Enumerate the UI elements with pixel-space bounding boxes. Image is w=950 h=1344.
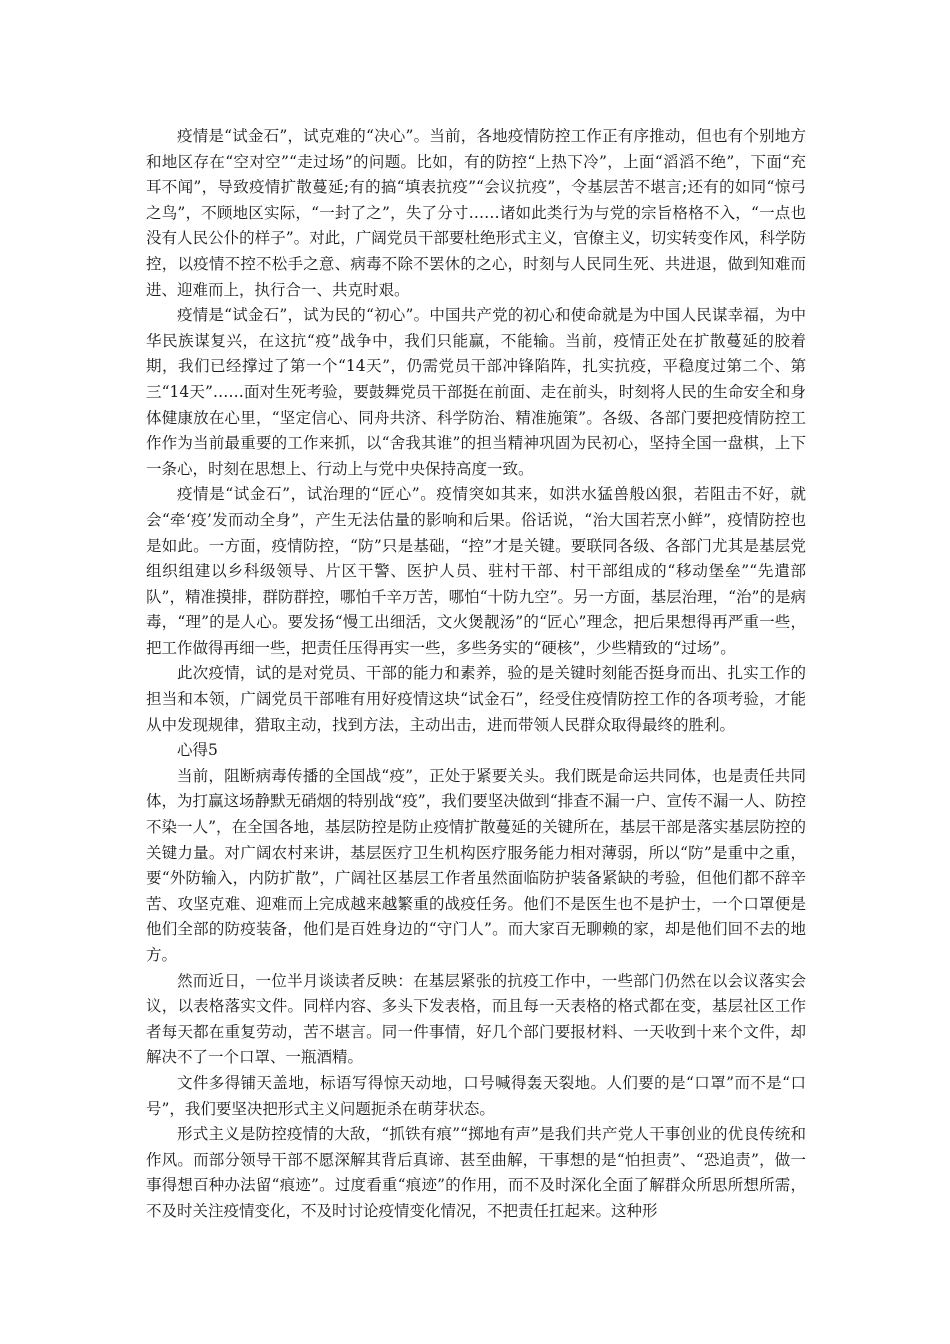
section-heading: 心得5: [177, 741, 218, 760]
paragraph-2: 疫情是“试金石”，试为民的“初心”。中国共产党的初心和使命就是为中国人民谋幸福，为中华民族谋复兴，在这抗“疫”战争中，我们只能赢，不能输。当前，疫情正处在扩散蔓延的胶着期，我们已经撑过了第一个“14天”，仍需党员干部冲锋陷阵，扎实抗疫，平稳度过第二个、第三“14天”……面对生死考验，要鼓舞党员干部挺在前面、走在前头，时刻将人民的生命安全和身体健康放在心里，“坚定信心、同舟共济、科学防治、精准施策”。各级、各部门要把疫情防控工作作为当前最重要的工作来抓，以“舍我其谁”的担当精神巩固为民初心，坚持全国一盘棋，上下一条心，时刻在思想上、行动上与党中央保持高度一致。: [146, 306, 806, 478]
document-page: [146, 124, 806, 1225]
paragraph-5: 当前，阻断病毒传播的全国战“疫”，正处于紧要关头。我们既是命运共同体，也是责任共同体，为打赢这场静默无硝烟的特别战“疫”，我们要坚决做到“排查不漏一户、宣传不漏一人、防控不染一人”，在全国各地，基层防控是防止疫情扩散蔓延的关键所在，基层干部是落实基层防控的关键力量。对广阔农村来讲，基层医疗卫生机构医疗服务能力相对薄弱，所以“防”是重中之重，要“外防输入，内防扩散”，广阔社区基层工作者虽然面临防护装备紧缺的考验，但他们都不辞辛苦、攻坚克难、迎难而上完成越来越繁重的战疫任务。他们不是医生也不是护士，一个口罩便是他们全部的防疫装备，他们是百姓身边的“守门人”。而大家百无聊赖的家，却是他们回不去的地方。: [146, 766, 806, 964]
paragraph-4: 此次疫情，试的是对党员、干部的能力和素养，验的是关键时刻能否挺身而出、扎实工作的担当和本领，广阔党员干部唯有用好疫情这块“试金石”，经受住疫情防控工作的各项考验，才能从中发现规律，猎取主动，找到方法，主动出击，进而带领人民群众取得最终的胜利。: [146, 664, 806, 734]
paragraph-1: 疫情是“试金石”，试克难的“决心”。当前，各地疫情防控工作正有序推动，但也有个别地方和地区存在“空对空”“走过场”的问题。比如，有的防控“上热下冷”，上面“滔滔不绝”，下面“充耳不闻”，导致疫情扩散蔓延;有的搞“填表抗疫”“会议抗疫”，令基层苦不堪言;还有的如同“惊弓之鸟”，不顾地区实际，“一封了之”，失了分寸……诸如此类行为与党的宗旨格格不入，“一点也没有人民公仆的样子”。对此，广阔党员干部要杜绝形式主义，官僚主义，切实转变作风，科学防控，以疫情不控不松手之意、病毒不除不罢休的之心，时刻与人民同生死、共进退，做到知难而进、迎难而上，执行合一、共克时艰。: [146, 127, 806, 299]
paragraph-3: 疫情是“试金石”，试治理的“匠心”。疫情突如其来，如洪水猛兽般凶狠，若阻击不好，就会“牵‘疫’发而动全身”，产生无法估量的影响和后果。俗话说，“治大国若烹小鲜”，疫情防控也是如此。一方面，疫情防控，“防”只是基础，“控”才是关键。要联同各级、各部门尤其是基层党组织组建以乡科级领导、片区干警、医护人员、驻村干部、村干部组成的“移动堡垒”“先遣部队”，精准摸排，群防群控，哪怕千辛万苦，哪怕“十防九空”。另一方面，基层治理，“治”的是病毒，“理”的是人心。要发扬“慢工出细活，文火煲靓汤”的“匠心”理念，把后果想得再严重一些，把工作做得再细一些，把责任压得再实一些，多些务实的“硬核”，少些精致的“过场”。: [146, 485, 806, 657]
paragraph-7: 文件多得铺天盖地，标语写得惊天动地，口号喊得轰天裂地。人们要的是“口罩”而不是“口号”，我们要坚决把形式主义问题扼杀在萌芽状态。: [146, 1073, 806, 1118]
paragraph-6: 然而近日，一位半月谈读者反映：在基层紧张的抗疫工作中，一些部门仍然在以会议落实会议，以表格落实文件。同样内容、多头下发表格，而且每一天表格的格式都在变，基层社区工作者每天都在重复劳动，苦不堪言。同一件事情，好几个部门要报材料、一天收到十来个文件，却解决不了一个口罩、一瓶酒精。: [146, 971, 806, 1067]
paragraph-8: 形式主义是防控疫情的大敌，“抓铁有痕”“掷地有声”是我们共产党人干事创业的优良传统和作风。而部分领导干部不愿深解其背后真谛、甚至曲解，干事想的是“怕担责”、“恐追责”，做一事得想百种办法留“痕迹”。过度看重“痕迹”的作用，而不及时深化全面了解群众所思所想所需，不及时关注疫情变化，不及时讨论疫情变化情况，不把责任扛起来。这种形: [146, 1125, 806, 1220]
